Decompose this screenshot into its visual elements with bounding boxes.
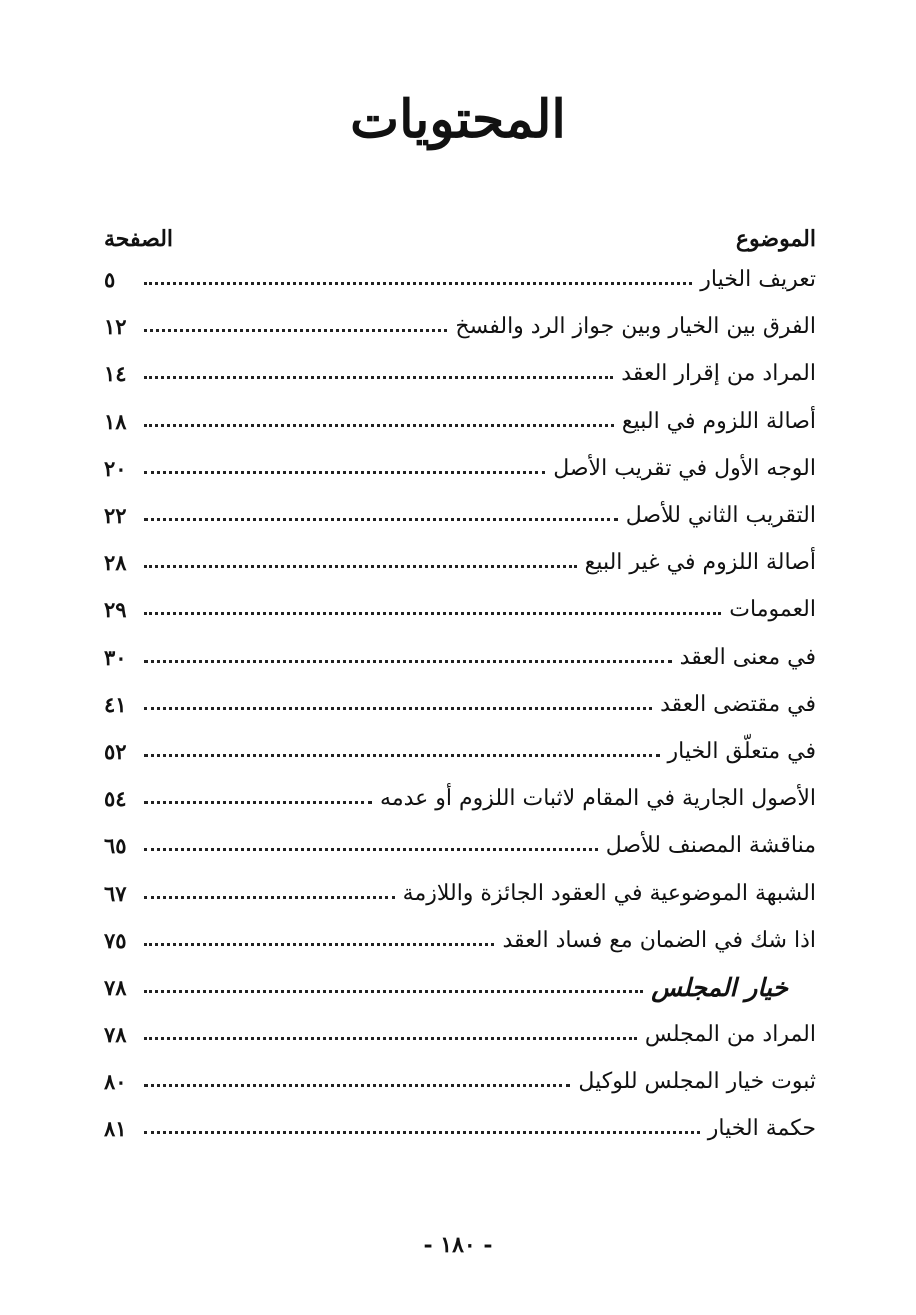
toc-entry-topic: المراد من إقرار العقد — [621, 361, 816, 387]
toc-entry-topic: أصالة اللزوم في غير البيع — [584, 550, 816, 576]
toc-entry-page: ١٤ — [104, 361, 127, 387]
toc-entry — [104, 492, 816, 539]
toc-entry — [104, 303, 816, 350]
toc-entry-page: ٥٢ — [104, 738, 127, 764]
page-column-header: الصفحة — [104, 226, 174, 252]
toc-entry-page: ١٨ — [104, 408, 127, 434]
toc-entry — [104, 681, 816, 728]
toc-entry-topic: في مقتضى العقد — [660, 691, 816, 717]
toc-entry-topic: تعريف الخيار — [700, 267, 816, 293]
dot-leader — [144, 754, 660, 757]
section-heading: خيار المجلس — [651, 972, 788, 1002]
dot-leader — [144, 1084, 570, 1087]
dot-leader — [144, 329, 447, 332]
toc-entry-page: ٢٢ — [104, 503, 127, 529]
topic-column-header: الموضوع — [735, 226, 816, 252]
dot-leader — [144, 376, 613, 379]
toc-entry — [104, 539, 816, 586]
page-title: المحتويات — [350, 89, 566, 150]
toc-entry-page: ٨٠ — [104, 1069, 127, 1095]
dot-leader — [144, 801, 372, 804]
toc-entry-page: ٦٧ — [104, 880, 127, 906]
toc-entry-page: ٢٩ — [104, 597, 127, 623]
toc-entry-page: ٦٥ — [104, 833, 127, 859]
toc-entry-topic: الوجه الأول في تقريب الأصل — [553, 455, 816, 481]
toc-entry-topic: اذا شك في الضمان مع فساد العقد — [502, 927, 816, 953]
toc-entry-page: ٧٨ — [104, 1022, 127, 1048]
page-number-footer: - ١٨٠ - — [423, 1232, 493, 1258]
toc-entry-topic: المراد من المجلس — [644, 1022, 816, 1048]
toc-entry-topic: في معنى العقد — [679, 644, 816, 670]
toc-entry — [104, 586, 816, 633]
dot-leader — [144, 848, 598, 851]
dot-leader — [144, 707, 652, 710]
toc-header — [104, 222, 816, 256]
toc-entry — [104, 822, 816, 869]
toc-entry-topic: ثبوت خيار المجلس للوكيل — [578, 1069, 816, 1095]
toc-entry — [104, 775, 816, 822]
toc-entry — [104, 964, 816, 1011]
dot-leader — [144, 660, 672, 663]
toc-entry-topic: الأصول الجارية في المقام لاثبات اللزوم أو عدمه — [380, 786, 816, 812]
dot-leader — [144, 1037, 637, 1040]
dot-leader — [144, 518, 618, 521]
dot-leader — [144, 282, 692, 285]
toc-entry — [104, 445, 816, 492]
toc-entry-page: ٧٥ — [104, 927, 127, 953]
toc-entry-topic: التقريب الثاني للأصل — [625, 503, 816, 529]
toc-entry-page: ٢٠ — [104, 455, 127, 481]
dot-leader — [144, 1131, 700, 1134]
dot-leader — [144, 471, 545, 474]
toc-entry — [104, 256, 816, 303]
toc-entry — [104, 1011, 816, 1058]
toc-entry-topic: الشبهة الموضوعية في العقود الجائزة واللازمة — [402, 880, 816, 906]
toc-entry-topic: في متعلّق الخيار — [667, 738, 816, 764]
toc-entry — [104, 1058, 816, 1105]
dot-leader — [144, 612, 721, 615]
toc-entry-page: ٥ — [104, 267, 116, 293]
table-of-contents — [104, 222, 816, 1153]
toc-entry — [104, 634, 816, 681]
toc-entry-topic: العمومات — [729, 597, 816, 623]
dot-leader — [144, 990, 643, 993]
toc-entry-topic: أصالة اللزوم في البيع — [621, 408, 816, 434]
dot-leader — [144, 565, 577, 568]
toc-entry-topic: حكمة الخيار — [707, 1116, 816, 1142]
dot-leader — [144, 943, 494, 946]
toc-entry-page: ٨١ — [104, 1116, 127, 1142]
dot-leader — [144, 424, 614, 427]
toc-entry-page: ٧٨ — [104, 974, 127, 1000]
toc-entry-page: ٥٤ — [104, 786, 127, 812]
toc-entry — [104, 869, 816, 916]
toc-entries — [104, 256, 816, 1153]
toc-entry — [104, 398, 816, 445]
toc-entry — [104, 350, 816, 397]
toc-entry-page: ٤١ — [104, 691, 127, 717]
toc-entry-topic: الفرق بين الخيار وبين جواز الرد والفسخ — [455, 314, 816, 340]
toc-entry-topic: مناقشة المصنف للأصل — [605, 833, 816, 859]
toc-entry — [104, 1105, 816, 1152]
toc-entry-page: ١٢ — [104, 314, 127, 340]
toc-entry — [104, 728, 816, 775]
toc-entry-page: ٢٨ — [104, 550, 127, 576]
toc-entry-page: ٣٠ — [104, 644, 127, 670]
toc-entry — [104, 917, 816, 964]
dot-leader — [144, 896, 395, 899]
